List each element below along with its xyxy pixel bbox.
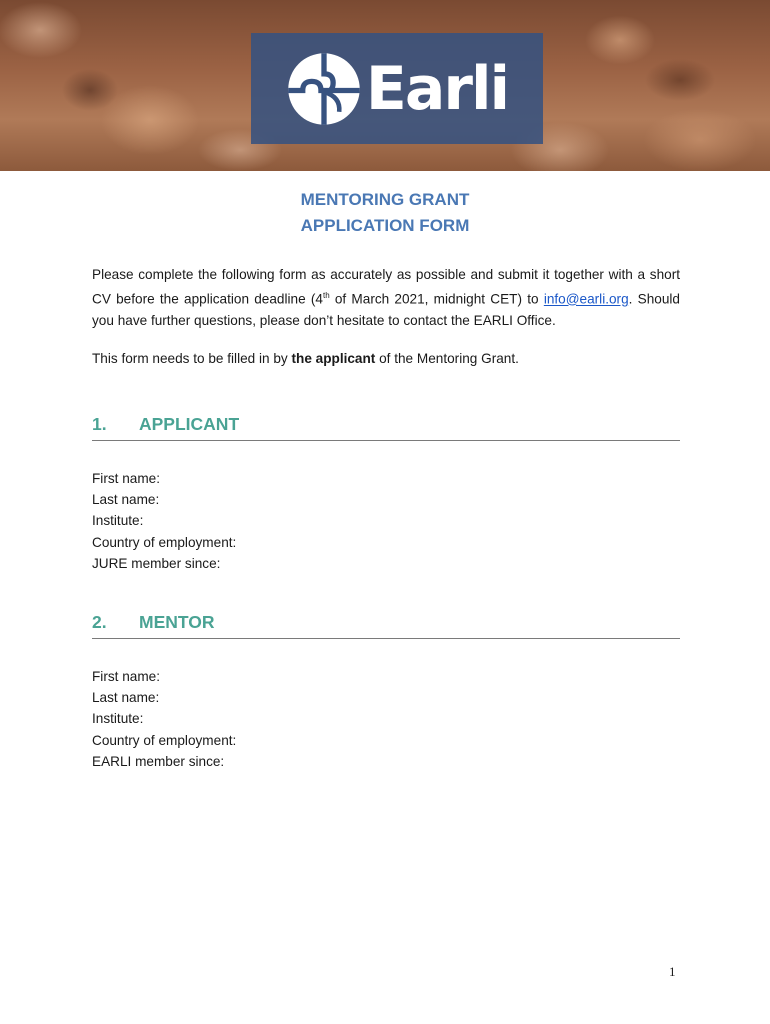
header-banner	[0, 0, 770, 171]
form-title-line1: MENTORING GRANT	[300, 190, 470, 209]
section-heading-applicant	[92, 410, 680, 441]
field-label: First name:	[92, 471, 160, 486]
earli-logo	[251, 33, 543, 144]
field-label: Country of employment:	[92, 534, 237, 550]
section-number: 1.	[92, 414, 107, 434]
page-number: 1	[669, 964, 676, 979]
applicant-note	[92, 348, 680, 369]
puzzle-logo-icon	[286, 51, 362, 127]
note-text-1: This form needs to be filled in by	[92, 351, 292, 366]
note-text-2: of the Mentoring Grant.	[375, 351, 519, 366]
section-number: 2.	[92, 612, 107, 632]
field-label: JURE member since:	[92, 555, 221, 571]
field-label: Institute:	[92, 513, 144, 529]
field-label: Country of employment:	[92, 732, 237, 748]
intro-paragraph	[92, 264, 680, 331]
intro-text-2: of March 2021, midnight CET) to	[329, 291, 544, 307]
intro-text-3: . Should you have further questions, please don’t hesitate to contact the EARLI Office.	[92, 291, 680, 328]
field-label: Last name:	[92, 492, 160, 508]
applicant-fields	[92, 468, 236, 574]
intro-sup: th	[322, 291, 330, 300]
mentor-fields	[92, 666, 236, 772]
field-label: EARLI member since:	[92, 753, 225, 769]
field-label: First name:	[92, 669, 160, 684]
field-label: Last name:	[92, 690, 160, 706]
section-label: APPLICANT	[139, 414, 240, 434]
section-label: MENTOR	[139, 612, 215, 632]
note-bold: the applicant	[291, 351, 376, 366]
intro-text-1: Please complete the following form as accurately as possible and submit it together with a short CV before the application deadline (4	[92, 267, 680, 307]
field-label: Institute:	[92, 711, 144, 727]
form-title-line2: APPLICATION FORM	[300, 216, 470, 235]
email-link[interactable]: info@earli.org	[543, 291, 629, 307]
logo-wordmark: Earli	[365, 53, 509, 124]
section-heading-mentor	[92, 608, 680, 639]
